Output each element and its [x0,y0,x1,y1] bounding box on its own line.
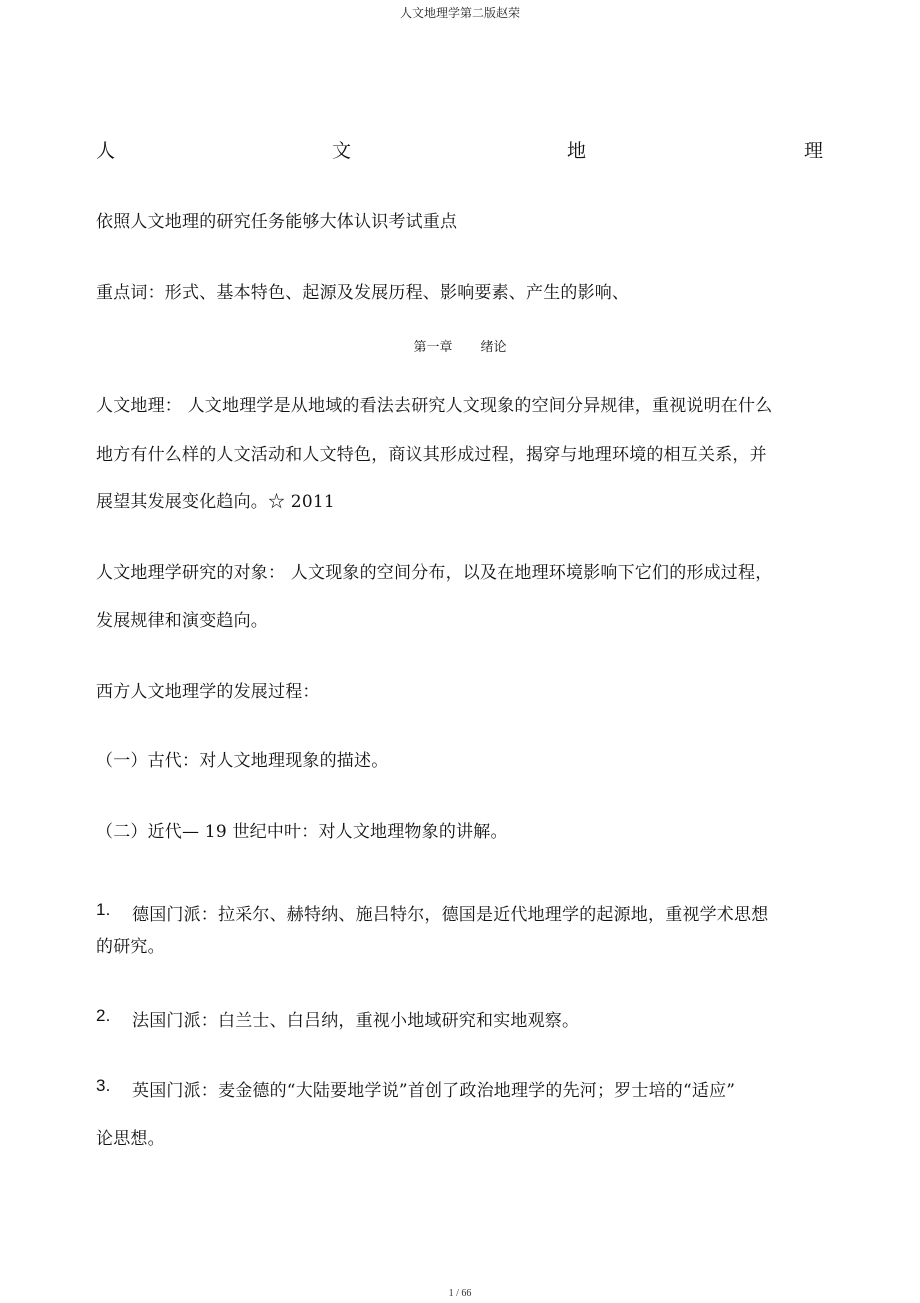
title-char-4: 理 [804,140,824,162]
definition-line-3: 展望其发展变化趋向。☆ 2011 [96,492,335,512]
chapter-heading [0,336,920,355]
school-3-line-1: 英国门派：麦金德的“大陆要地学说”首创了政治地理学的先河；罗士培的“适应” [132,1081,736,1101]
page-number: 1 / 66 [448,1288,472,1299]
title-char-3: 地 [567,140,587,162]
object-line-1: 人文地理学研究的对象： 人文现象的空间分布，以及在地理环境影响下它们的形成过程， [96,563,773,583]
school-1-line-2: 的研究。 [96,937,165,957]
western-period-2: （二）近代— 19 世纪中叶：对人文地理物象的讲解。 [96,822,508,842]
school-2-line-1: 法国门派：白兰士、白吕纳，重视小地域研究和实地观察。 [132,1011,580,1031]
school-1-number: 1. [96,900,111,919]
title-char-1: 人 [96,140,116,162]
intro-line-1: 依照人文地理的研究任务能够大体认识考试重点 [96,212,458,232]
definition-line-2: 地方有什么样的人文活动和人文特色，商议其形成过程，揭穿与地理环境的相互关系，并 [96,445,767,465]
school-1-line-1: 德国门派：拉采尔、赫特纳、施吕特尔，德国是近代地理学的起源地，重视学术思想 [132,905,769,925]
chapter-number: 第一章 [413,340,453,355]
school-3-number: 3. [96,1076,111,1095]
object-line-2: 发展规律和演变趋向。 [96,611,268,631]
school-3-line-2: 论思想。 [96,1129,165,1149]
school-2-number: 2. [96,1006,111,1025]
western-heading: 西方人文地理学的发展过程： [96,682,320,702]
definition-line-1: 人文地理： 人文地理学是从地域的看法去研究人文现象的空间分异规律，重视说明在什么 [96,396,773,416]
chapter-name: 绪论 [480,340,507,355]
page-header: 人文地理学第二版赵荣 [399,6,520,20]
intro-keywords: 重点词：形式、基本特色、起源及发展历程、影响要素、产生的影响、 [96,283,630,303]
western-period-1: （一）古代：对人文地理现象的描述。 [96,751,389,771]
title-char-2: 文 [332,140,352,162]
